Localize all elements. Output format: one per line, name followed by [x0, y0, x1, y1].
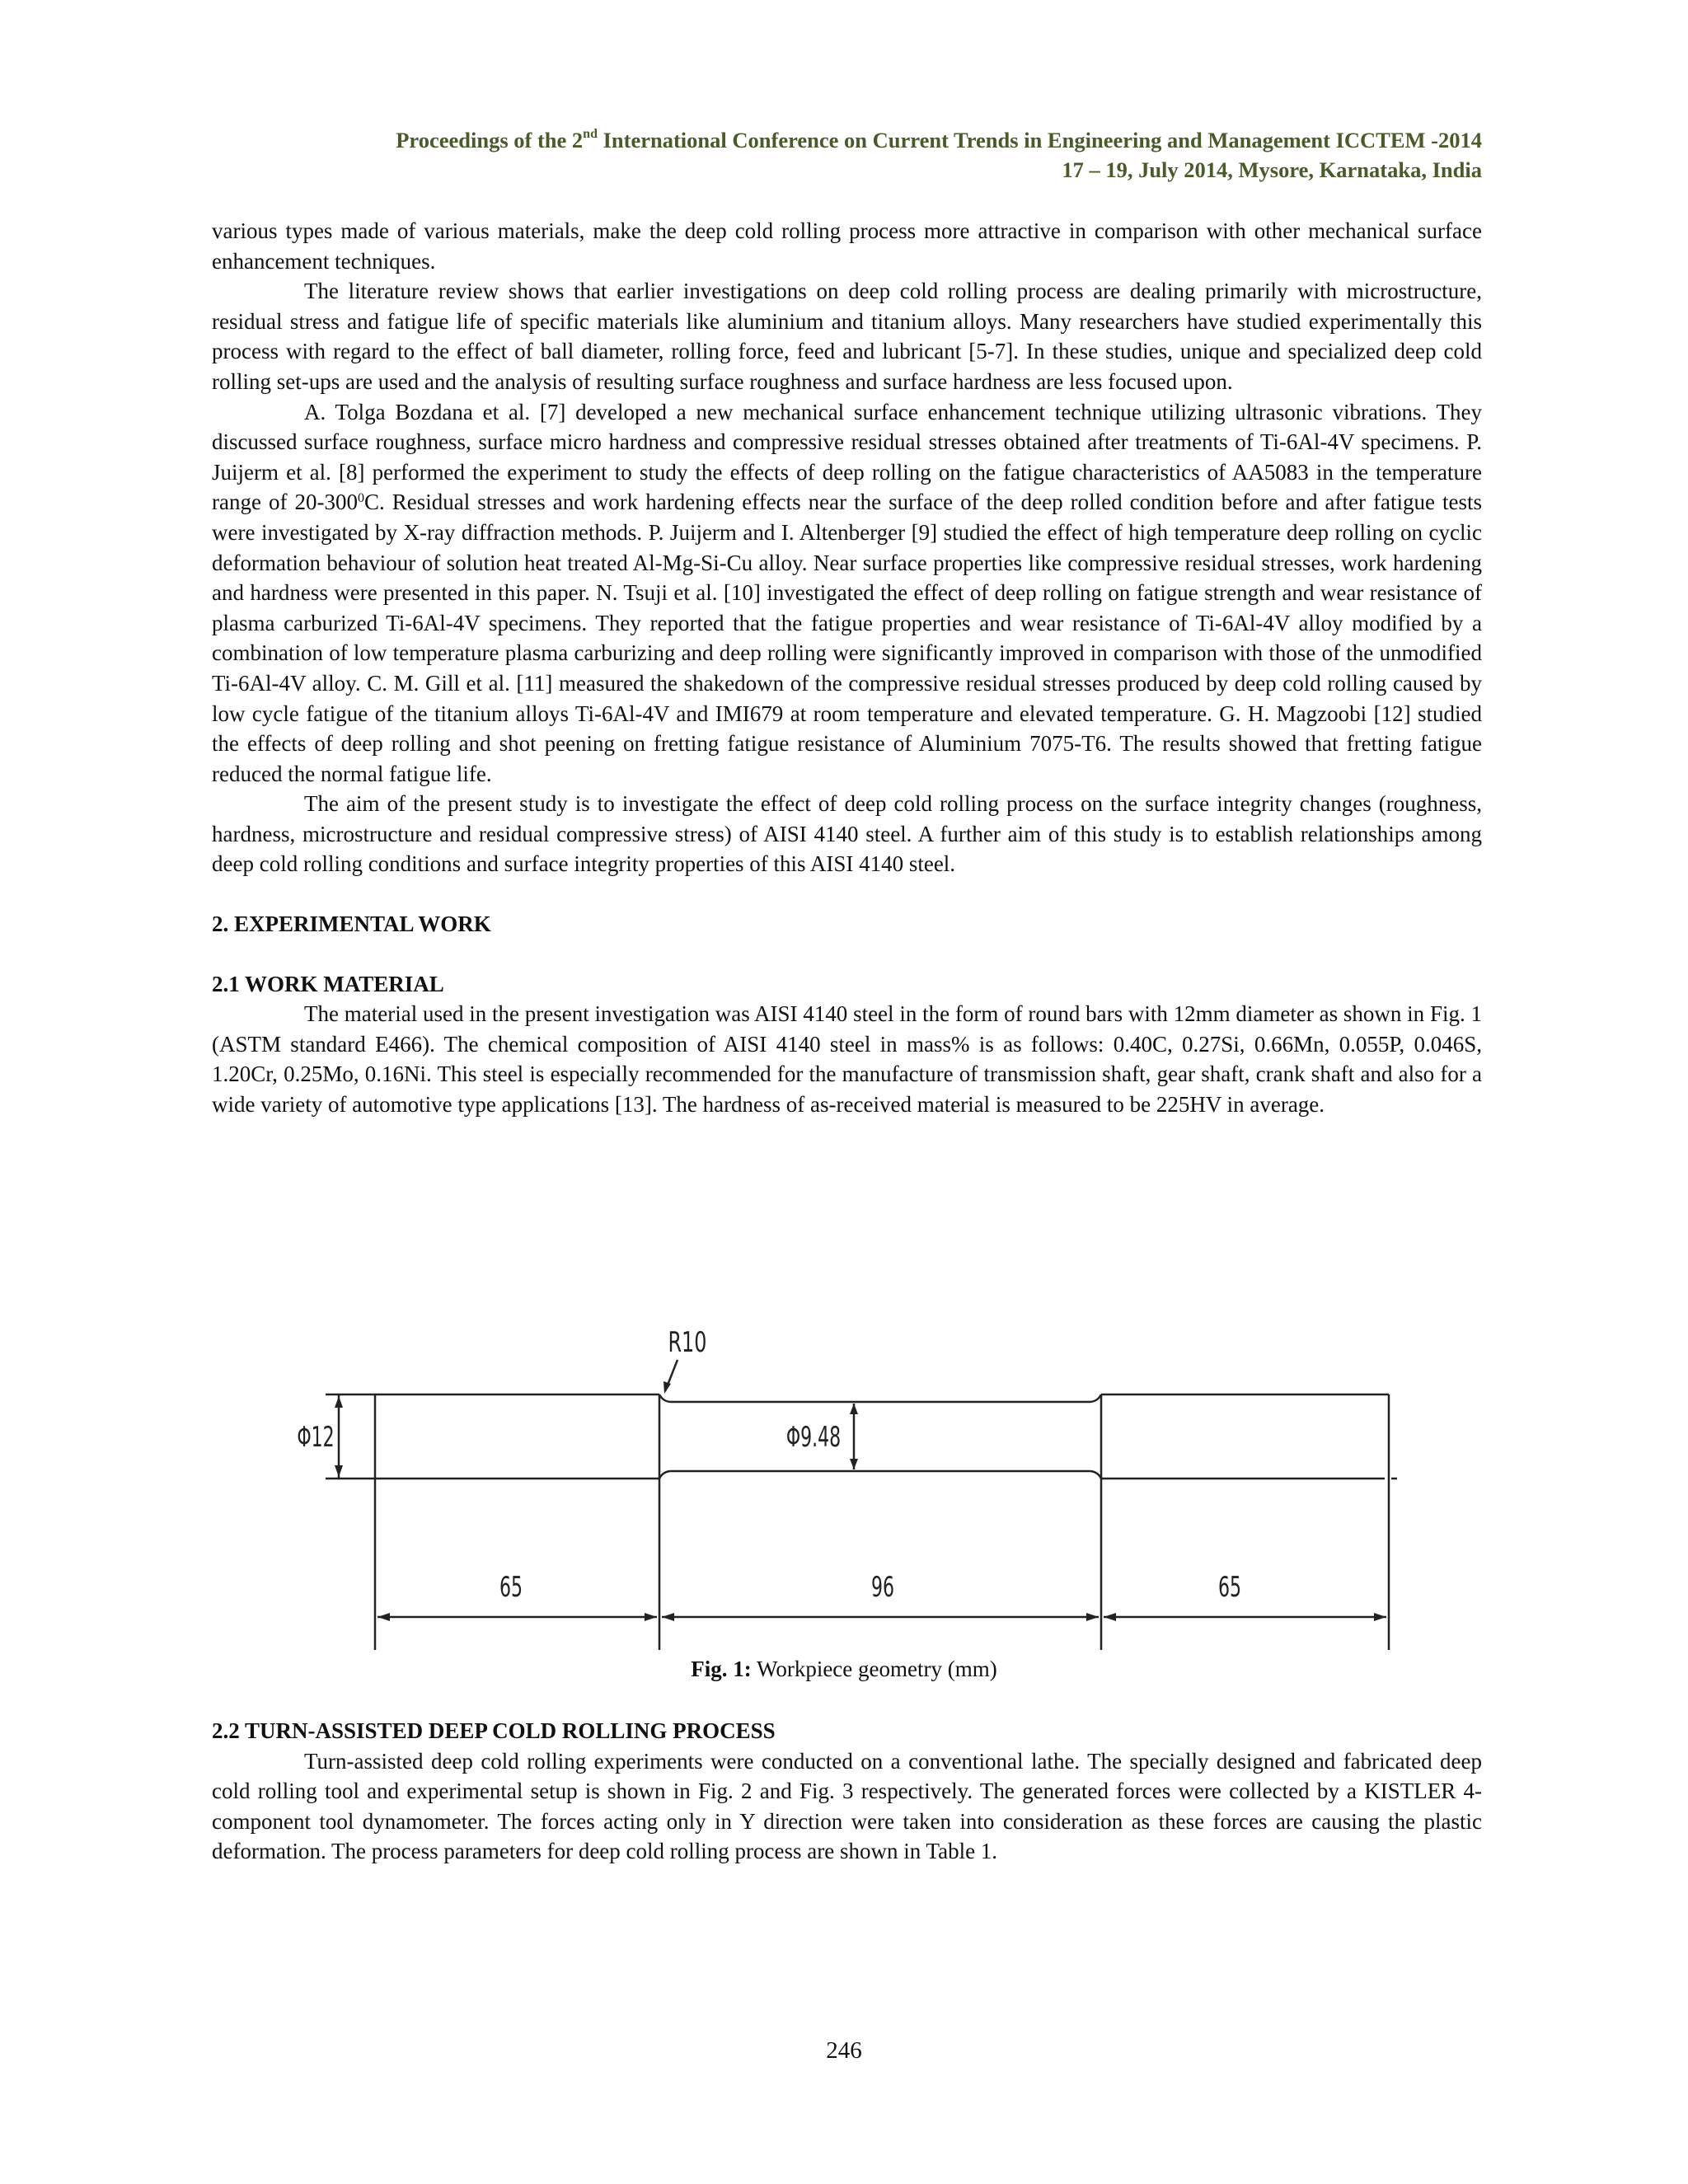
running-header-line2: 17 – 19, July 2014, Mysore, Karnataka, India: [1062, 157, 1482, 182]
length-right-label: 65: [1217, 1571, 1242, 1604]
section-heading: 2. EXPERIMENTAL WORK: [212, 912, 491, 937]
page-number: 246: [826, 2037, 862, 2064]
paragraph: various types made of various materials, make the deep cold rolling process more attractive in comparison with other mechanical surface enhancement techniques.: [212, 218, 1482, 274]
body-text: [212, 216, 1482, 1120]
subsection-heading: 2.2 TURN-ASSISTED DEEP COLD ROLLING PROCESS: [212, 1718, 776, 1743]
radius-label: R10: [668, 1326, 707, 1359]
fillet-bottom-right: [1090, 1471, 1101, 1479]
running-header-line1: Proceedings of the 2nd International Conference on Current Trends in Engineering and Management ICCTEM -2014: [396, 127, 1482, 152]
paragraph: The material used in the present investigation was AISI 4140 steel in the form of round bars with 12mm diameter as shown in Fig. 1 (ASTM standard E466). The chemical composition of AISI 4140 steel in mass% is as follows: 0.40C, 0.27Si, 0.66Mn, 0.055P, 0.046S, 1.20Cr, 0.25Mo, 0.16Ni. This steel is especially recommended for the manufacture of transmission shaft, gear shaft, crank shaft and also for a wide variety of automotive type applications [13]. The hardness of as-received material is measured to be 225HV in average.: [212, 1001, 1482, 1118]
diameter-outer-label: Φ12: [297, 1421, 335, 1454]
body-text-continued: [212, 1716, 1482, 1867]
subsection-heading: 2.1 WORK MATERIAL: [212, 971, 444, 996]
fillet-top-left: [659, 1394, 670, 1402]
fillet-bottom-left: [659, 1471, 670, 1479]
length-mid-label: 96: [870, 1571, 895, 1604]
paragraph: The aim of the present study is to investigate the effect of deep cold rolling process on the surface integrity changes (roughness, hardness, microstructure and residual compressive stress) of AISI 4140 steel. A further aim of this study is to establish relationships among deep cold rolling conditions and surface integrity properties of this AISI 4140 steel.: [212, 791, 1482, 877]
length-left-label: 65: [499, 1571, 523, 1604]
paragraph: A. Tolga Bozdana et al. [7] developed a new mechanical surface enhancement technique utilizing ultrasonic vibrations. They discussed surface roughness, surface micro hardness and compressive residual stresses obtained after treatments of Ti-6Al-4V specimens. P. Juijerm et al. [8] performed the experiment to study the effects of deep rolling on the fatigue characteristics of AA5083 in the temperature range of $20-300^0C$. Residual stresses and work hardening effects near the surface of the deep rolled condition before and after fatigue tests were investigated by X-ray diffraction methods. P. Juijerm and I. Altenberger [9] studied the effect of high temperature deep rolling on cyclic deformation behaviour of solution heat treated Al-Mg-Si-Cu alloy. Near surface properties like compressive residual stresses, work hardening and hardness were presented in this paper. N. Tsuji et al. [10] investigated the effect of deep rolling on fatigue strength and wear resistance of plasma carburized Ti-6Al-4V specimens. They reported that the fatigue properties and wear resistance of Ti-6Al-4V alloy modified by a combination of low temperature plasma carburizing and deep rolling were significantly improved in comparison with those of the unmodified Ti-6Al-4V alloy. C. M. Gill et al. [11] measured the shakedown of the compressive residual stresses produced by deep cold rolling caused by low cycle fatigue of the titanium alloys Ti-6Al-4V and IMI679 at room temperature and elevated temperature. G. H. Magzoobi [12] studied the effects of deep rolling and shot peening on fretting fatigue resistance of Aluminium 7075-T6. The results showed that fretting fatigue reduced the normal fatigue life.: [212, 399, 1482, 786]
workpiece-geometry-figure: [293, 1312, 1397, 1650]
fillet-top-right: [1090, 1394, 1101, 1402]
figure-caption: Fig. 1: Workpiece geometry (mm): [691, 1657, 997, 1681]
paragraph: Turn-assisted deep cold rolling experiments were conducted on a conventional lathe. The specially designed and fabricated deep cold rolling tool and experimental setup is shown in Fig. 2 and Fig. 3 respectively. The generated forces were collected by a KISTLER 4-component tool dynamometer. The forces acting only in Y direction were taken into consideration as these forces are causing the plastic deformation. The process parameters for deep cold rolling process are shown in Table 1.: [212, 1748, 1482, 1864]
paragraph: The literature review shows that earlier investigations on deep cold rolling process are dealing primarily with microstructure, residual stress and fatigue life of specific materials like aluminium and titanium alloys. Many researchers have studied experimentally this process with regard to the effect of ball diameter, rolling force, feed and lubricant [5-7]. In these studies, unique and specialized deep cold rolling set-ups are used and the analysis of resulting surface roughness and surface hardness are less focused upon.: [212, 279, 1482, 394]
diameter-inner-label: Φ9.48: [785, 1421, 842, 1454]
